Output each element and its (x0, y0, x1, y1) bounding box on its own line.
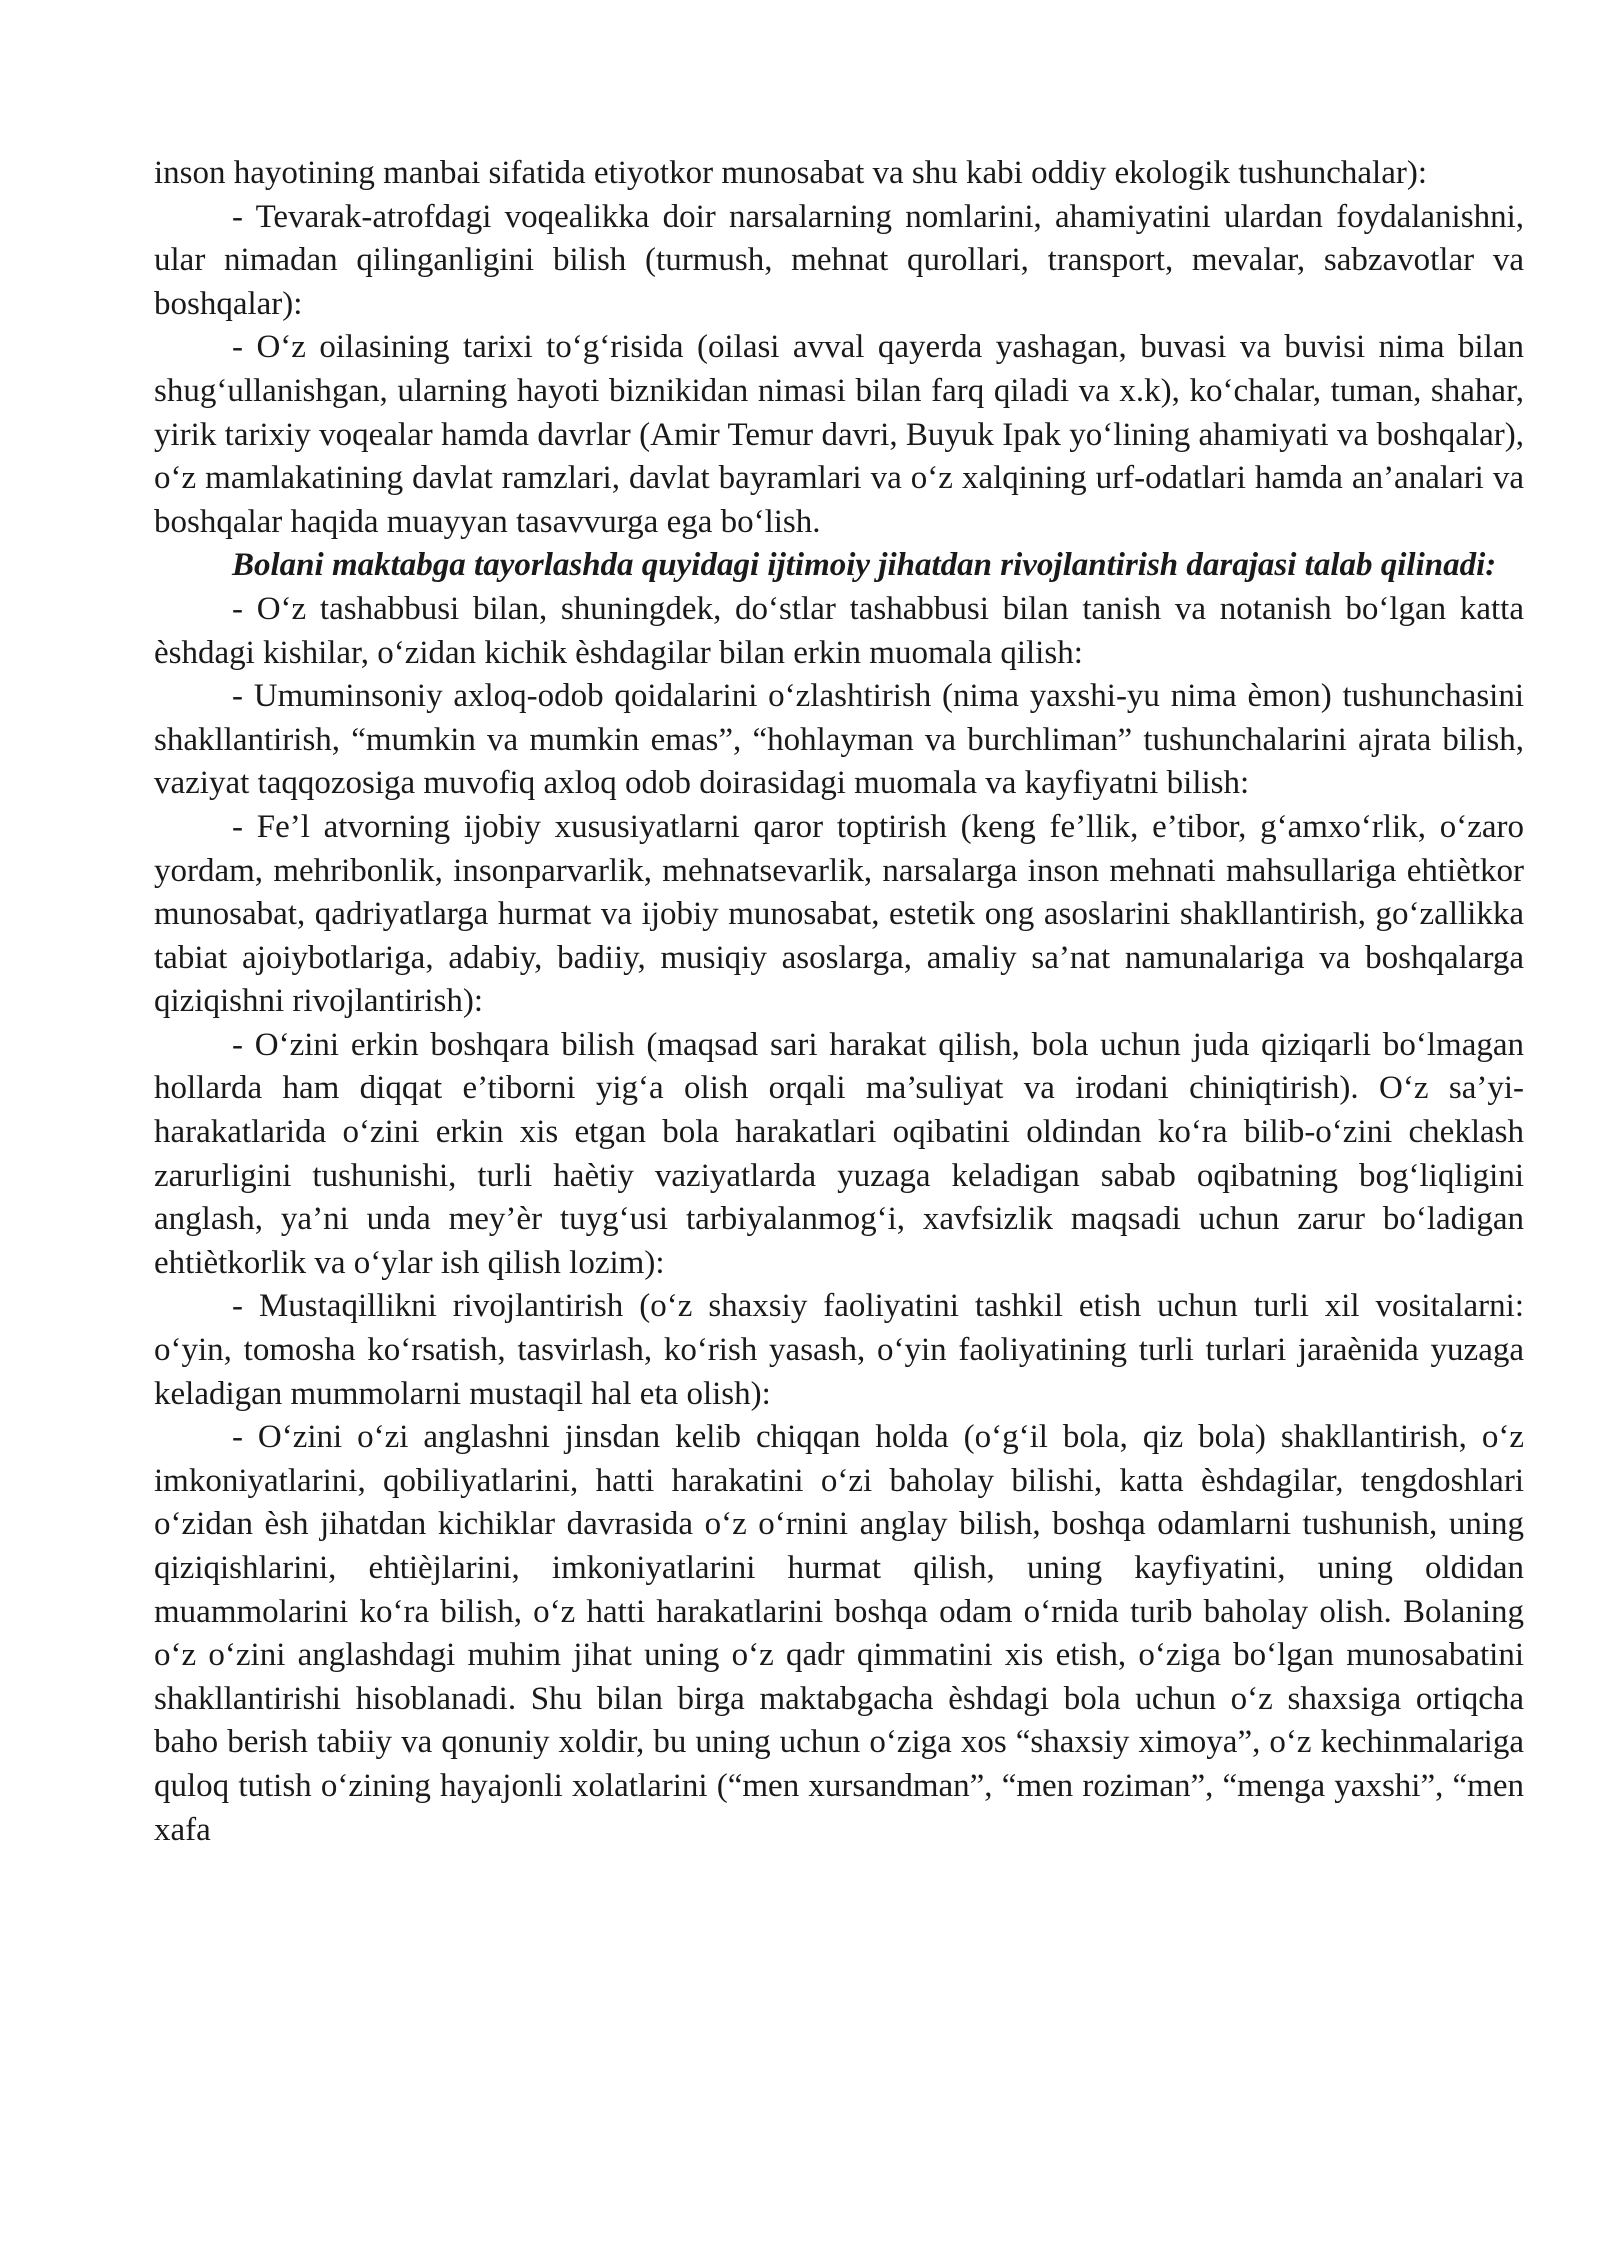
paragraph-ecology-continuation: inson hayotining manbai sifatida etiyotkor munosabat va shu kabi oddiy ekologik tushunchalar): (154, 155, 1428, 191)
paragraph-self-control: - O‘zini erkin boshqara bilish (maqsad sari harakat qilish, bola uchun juda qiziqarli bo‘lmagan hollarda ham diqqat e’tiborni yig‘a olish orqali ma’suliyat va irodani chiniqtirish). O‘z sa’yi-harakatlarida o‘zini erkin xis etgan bola harakatlari oqibatini oldindan ko‘ra bilib-o‘zini cheklash zarurligini tushunishi, turli haètiy vaziyatlarda yuzaga keladigan sabab oqibatning bog‘liqligini anglash, ya’ni unda mey’èr tuyg‘usi tarbiyalanmog‘i, xavfsizlik maqsadi uchun zarur bo‘ladigan ehtiètkorlik va o‘ylar ish qilish lozim): (154, 1026, 1524, 1281)
paragraph-independence: - Mustaqillikni rivojlantirish (o‘z shaxsiy faoliyatini tashkil etish uchun turli xil vositalarni: o‘yin, tomosha ko‘rsatish, tasvirlash, ko‘rish yasash, o‘yin faoliyatining turli turlari jaraènida yuzaga keladigan mummolarni mustaqil hal eta olish): (154, 1288, 1524, 1412)
paragraph-surroundings: - Tevarak-atrofdagi voqealikka doir narsalarning nomlarini, ahamiyatini ulardan foydalanishni, ular nimadan qilinganligini bilish (turmush, mehnat qurollari, transport, mevalar, sabzavotlar va boshqalar): (154, 198, 1524, 322)
document-page (154, 152, 1524, 1852)
paragraph-moral-rules: - Umuminsoniy axloq-odob qoidalarini o‘zlashtirish (nima yaxshi-yu nima èmon) tushunchasini shakllantirish, “mumkin va mumkin emas”, “hohlayman va burchliman” tushunchalarini ajrata bilish, vaziyat taqqozosiga muvofiq axloq odob doirasidagi muomala va kayfiyatni bilish: (154, 678, 1524, 802)
paragraph-self-awareness: - O‘zini o‘zi anglashni jinsdan kelib chiqqan holda (o‘g‘il bola, qiz bola) shakllantirish, o‘z imkoniyatlarini, qobiliyatlarini, hatti harakatini o‘zi baholay bilishi, katta èshdagilar, tengdoshlari o‘zidan èsh jihatdan kichiklar davrasida o‘z o‘rnini anglay bilish, boshqa odamlarni tushunish, uning qiziqishlarini, ehtièjlarini, imkoniyatlarini hurmat qilish, uning kayfiyatini, uning oldidan muammolarini ko‘ra bilish, o‘z hatti harakatlarini boshqa odam o‘rnida turib baholay olish. Bolaning o‘z o‘zini anglashdagi muhim jihat uning o‘z qadr qimmatini xis etish, o‘ziga bo‘lgan munosabatini shakllantirishi hisoblanadi. Shu bilan birga maktabgacha èshdagi bola uchun o‘z shaxsiga ortiqcha baho berish tabiiy va qonuniy xoldir, bu uning uchun o‘ziga xos “shaxsiy ximoya”, o‘z kechinmalariga quloq tutish o‘zining hayajonli xolatlarini (“men xursandman”, “men roziman”, “menga yaxshi”, “men xafa (154, 1419, 1524, 1848)
paragraph-character-traits: - Fe’l atvorning ijobiy xususiyatlarni qaror toptirish (keng fe’llik, e’tibor, g‘amxo‘rlik, o‘zaro yordam, mehribonlik, insonparvarlik, mehnatsevarlik, narsalarga inson mehnati mahsullariga ehtiètkor munosabat, qadriyatlarga hurmat va ijobiy munosabat, estetik ong asoslarini shakllantirish, go‘zallikka tabiat ajoiybotlariga, adabiy, badiiy, musiqiy asoslarga, amaliy sa’nat namunalariga va boshqalarga qiziqishni rivojlantirish): (154, 808, 1524, 1020)
paragraph-communication: - O‘z tashabbusi bilan, shuningdek, do‘stlar tashabbusi bilan tanish va notanish bo‘lgan katta èshdagi kishilar, o‘zidan kichik èshdagilar bilan erkin muomala qilish: (154, 590, 1524, 671)
section-heading-social-development: Bolani maktabga tayorlashda quyidagi ijtimoiy jihatdan rivojlantirish darajasi talab qilinadi: (232, 547, 1497, 584)
paragraph-family-history: - O‘z oilasining tarixi to‘g‘risida (oilasi avval qayerda yashagan, buvasi va buvisi nima bilan shug‘ullanishgan, ularning hayoti biznikidan nimasi bilan farq qiladi va x.k), ko‘chalar, tuman, shahar, yirik tarixiy voqealar hamda davrlar (Amir Temur davri, Buyuk Ipak yo‘lining ahamiyati va boshqalar), o‘z mamlakatining davlat ramzlari, davlat bayramlari va o‘z xalqining urf-odatlari hamda an’analari va boshqalar haqida muayyan tasavvurga ega bo‘lish. (154, 329, 1524, 540)
